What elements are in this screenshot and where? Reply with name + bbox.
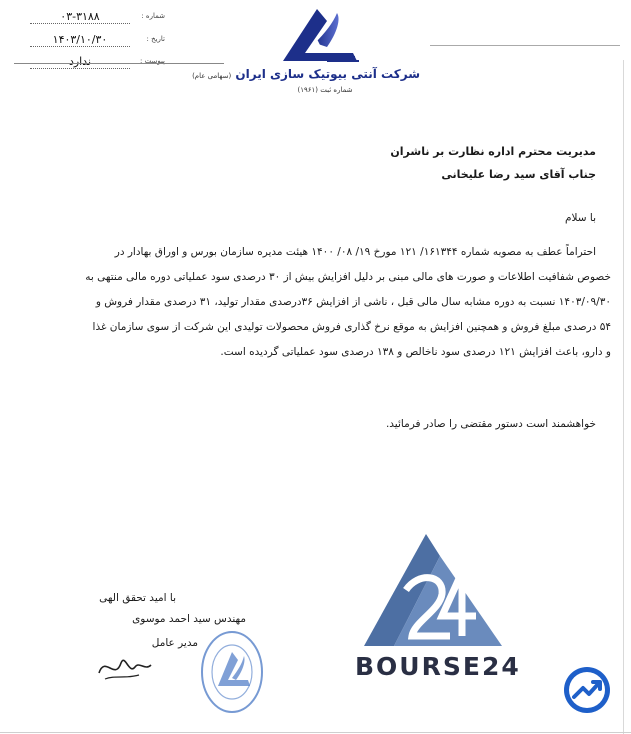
date-row bbox=[30, 33, 165, 47]
company-name-text: شرکت آنتی بیوتیک سازی ایران bbox=[235, 67, 420, 81]
greeting: با سلام bbox=[564, 212, 596, 224]
header-divider-right bbox=[430, 45, 620, 46]
page-edge-bottom bbox=[0, 732, 631, 733]
attachment-row bbox=[30, 55, 165, 69]
body-line: ۱۴۰۳/۰۹/۳۰ نسبت به دوره مشابه سال مالی قبل ، ناشی از افزایش ۳۶درصدی مقدار تولید، ۳۱ درصدی مقدار فروش و bbox=[95, 296, 611, 308]
signatory-title: مدیر عامل bbox=[151, 637, 198, 649]
date-label: تاریخ : bbox=[146, 35, 165, 43]
closing-request: خواهشمند است دستور مقتضی را صادر فرمائید. bbox=[385, 418, 596, 430]
company-type: (سهامی عام) bbox=[192, 72, 232, 80]
page-edge-right bbox=[623, 60, 624, 734]
header-divider-left bbox=[14, 63, 224, 64]
bourse24-wordmark: BOURSE24 bbox=[355, 652, 521, 681]
ref-number-row bbox=[30, 10, 165, 24]
trend-badge-icon bbox=[562, 665, 612, 715]
ref-number-value: ۰۳-۳۱۸۸ bbox=[30, 10, 130, 24]
company-stamp bbox=[198, 620, 266, 715]
signature-line-1: با امید تحقق الهی bbox=[99, 592, 176, 604]
attachment-value: ندارد bbox=[30, 55, 130, 69]
body-line: و دارو، باعث افزایش ۱۲۱ درصدی سود ناخالص و ۱۳۸ درصدی سود عملیاتی گردیده است. bbox=[220, 346, 611, 358]
body-line: ۵۴ درصدی مبلغ فروش و همچنین افزایش به موقع نرخ گذاری فروش محصولات تولیدی این شرکت از سوی سازمان غذا bbox=[92, 321, 611, 333]
date-value: ۱۴۰۳/۱۰/۳۰ bbox=[30, 33, 130, 47]
company-name bbox=[192, 67, 420, 81]
addressee-person: جناب آقای سید رضا علیخانی bbox=[441, 168, 596, 181]
body-line: خصوص شفافیت اطلاعات و صورت های مالی مبنی بر دلیل افزایش بیش از ۳۰ درصدی سود عملیاتی دوره مالی منتهی به bbox=[85, 271, 611, 283]
registration-number: شماره ثبت (۱۹۶۱) bbox=[297, 86, 353, 94]
handwritten-signature bbox=[95, 645, 155, 685]
body-line: احتراماً عطف به مصوبه شماره ۱۶۱۳۴۴/ ۱۲۱ مورخ ۱۹/ ۰۸/ ۱۴۰۰ هیئت مدیره سازمان بورس و اوراق بهادار در bbox=[114, 246, 596, 258]
addressee-department: مدیریت محترم اداره نظارت بر ناشران bbox=[390, 145, 596, 158]
signatory-name: مهندس سید احمد موسوی bbox=[132, 613, 246, 625]
attachment-label: پیوست : bbox=[140, 57, 165, 65]
company-logo bbox=[275, 3, 360, 65]
ref-number-label: شماره : bbox=[141, 12, 165, 20]
bourse24-logo bbox=[358, 532, 508, 652]
